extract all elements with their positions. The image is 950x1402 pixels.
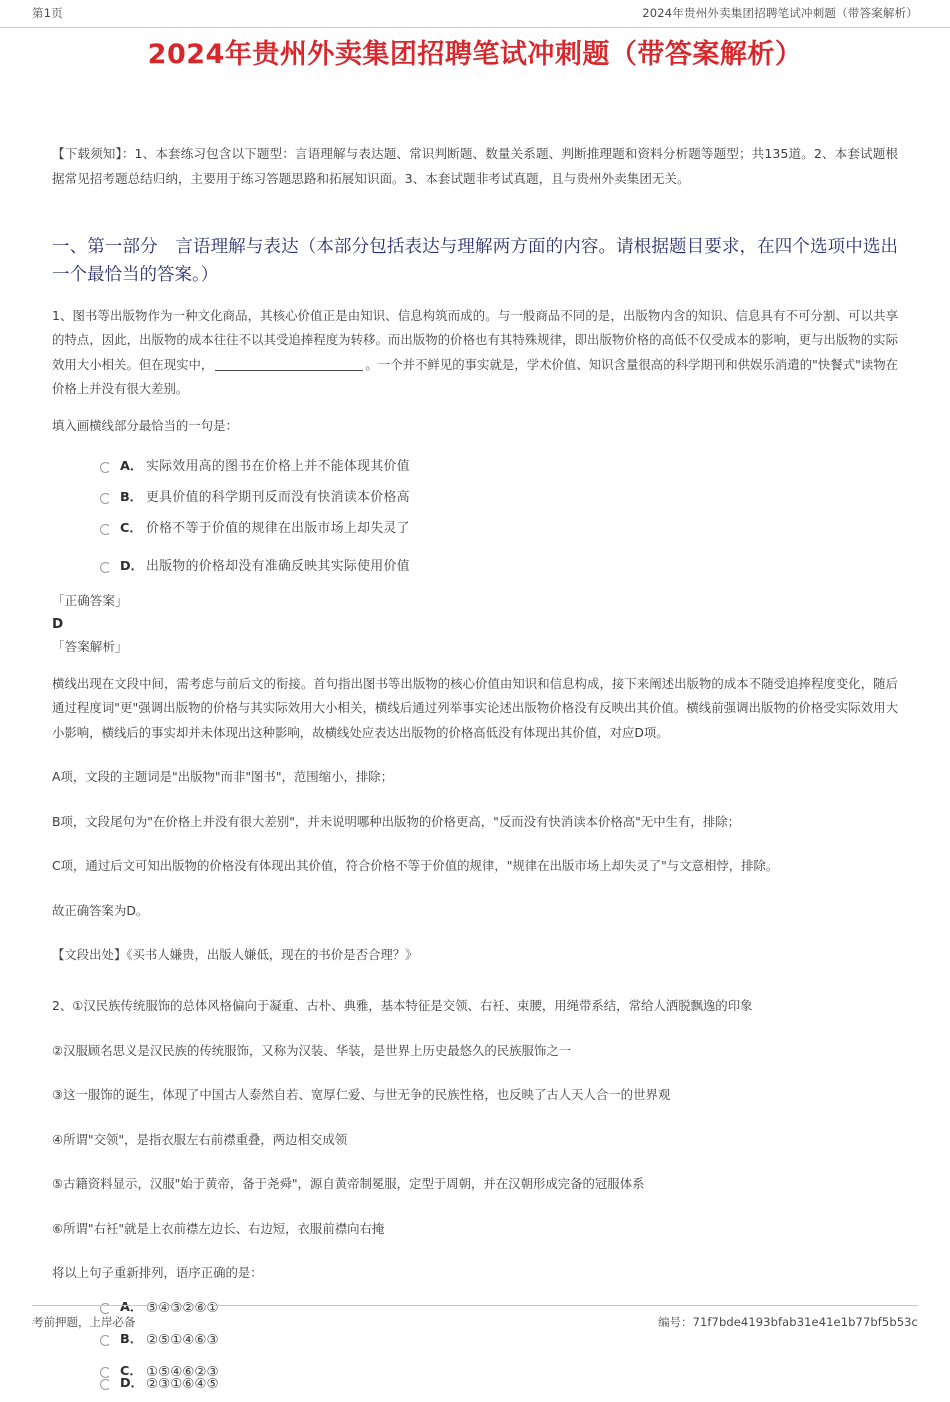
- page-header: [0, 0, 950, 28]
- radio-button-icon[interactable]: [100, 493, 111, 504]
- question-2-line-5: ⑤古籍资料显示，汉服"始于黄帝，备于尧舜"，源自黄帝制冕服，定型于周朝，并在汉朝形成完备的冠服体系: [52, 1176, 645, 1192]
- option-letter: C．: [120, 521, 143, 537]
- option-letter: B．: [120, 489, 143, 505]
- option-letter: B．: [120, 1332, 143, 1348]
- answer-analysis-label: 「答案解析」: [52, 638, 128, 654]
- passage-source: 【文段出处】《买书人嫌贵，出版人嫌低，现在的书价是否合理？》: [52, 947, 418, 963]
- option-text: ②⑤①④⑥③: [146, 1332, 219, 1349]
- option-letter: A．: [120, 1299, 143, 1315]
- option-row-a[interactable]: [52, 459, 898, 474]
- option-row-d[interactable]: [52, 1376, 898, 1392]
- option-text: 出版物的价格却没有准确反映其实际使用价值: [146, 558, 410, 574]
- section-heading-part-one: 一、第一部分 言语理解与表达（本部分包括表达与理解两方面的内容。请根据题目要求，在四个选项中选出一个最恰当的答案。）: [52, 237, 898, 286]
- question-2-line-2: ②汉服顾名思义是汉民族的传统服饰，又称为汉装、华装，是世界上历史最悠久的民族服饰之一: [52, 1042, 572, 1058]
- question-1-prompt: 填入画横线部分最恰当的一句是：: [52, 418, 238, 434]
- option-text: ⑤④③②⑥①: [146, 1299, 219, 1316]
- page-footer: [32, 1305, 918, 1331]
- option-letter: C．: [120, 1364, 143, 1380]
- question-2-line-6: ⑥所谓"右衽"就是上衣前襟左边长、右边短，衣服前襟向右掩: [52, 1220, 385, 1236]
- analysis-option-b: B项，文段尾句为"在价格上并没有很大差别"，并未说明哪种出版物的价格更高，"反而没有快消读本价格高"无中生有，排除；: [52, 813, 740, 829]
- option-text: ①⑤④⑥②③: [146, 1364, 219, 1381]
- option-letter: D．: [120, 558, 144, 574]
- footer-document-id: [658, 1314, 918, 1330]
- analysis-option-c: C项，通过后文可知出版物的价格没有体现出其价值，符合价格不等于价值的规律，"规律在出版市场上却失灵了"与文意相悖，排除。: [52, 858, 779, 874]
- question-2-line-3: ③这一服饰的诞生，体现了中国古人泰然自若、宽厚仁爱、与世无争的民族性格，也反映了古人天人合一的世界观: [52, 1087, 671, 1103]
- document-body: [52, 142, 898, 1402]
- analysis-conclusion: 故正确答案为D。: [52, 902, 149, 918]
- option-letter: A．: [120, 458, 143, 474]
- question-1-options: [52, 459, 898, 574]
- option-letter: D．: [120, 1376, 144, 1392]
- option-text: 更具价值的科学期刊反而没有快消读本价格高: [146, 489, 410, 505]
- option-row-b[interactable]: [52, 490, 898, 505]
- question-2-prompt: 将以上句子重新排列，语序正确的是：: [52, 1265, 263, 1281]
- footer-slogan: 考前押题，上岸必备: [32, 1314, 136, 1329]
- option-text: 价格不等于价值的规律在出版市场上却失灵了: [146, 521, 410, 537]
- question-2-line-1: 2、①汉民族传统服饰的总体风格偏向于凝重、古朴、典雅，基本特征是交领、右衽、束腰，用绳带系结，常给人洒脱飘逸的印象: [52, 998, 753, 1014]
- question-1-stem: [52, 304, 898, 402]
- option-text: 实际效用高的图书在价格上并不能体现其价值: [146, 458, 410, 474]
- fill-in-blank-underline: [215, 370, 363, 371]
- radio-button-icon[interactable]: [100, 1379, 111, 1390]
- page-number-label: 第1页: [32, 6, 63, 20]
- header-running-title: 2024年贵州外卖集团招聘笔试冲刺题（带答案解析）: [642, 6, 918, 20]
- option-text: ②③①⑥④⑤: [146, 1376, 219, 1393]
- question-1-stem-part-2: 。一个并不鲜见的事实就是，学术价值、知识含量很高的科学期刊和供娱乐消遣的"快餐式"读物在价格上并没有很大差别。: [52, 356, 899, 397]
- radio-button-icon[interactable]: [100, 524, 111, 535]
- option-row-c[interactable]: [52, 521, 898, 536]
- option-row-d[interactable]: [52, 559, 898, 574]
- download-notice: 【下载须知】：1、本套练习包含以下题型：言语理解与表达题、常识判断题、数量关系题、判断推理题和资料分析题等题型；共135道。2、本套试题根据常见招考题总结归纳，主要用于练习答题思路和拓展知识面。3、本套试题非考试真题，且与贵州外卖集团无关。: [52, 146, 898, 186]
- question-2-line-4: ④所谓"交领"，是指衣服左右前襟重叠，两边相交成领: [52, 1131, 348, 1147]
- radio-button-icon[interactable]: [100, 462, 111, 473]
- correct-answer-label: 「正确答案」: [52, 592, 128, 608]
- overlapping-options-c-d: [52, 1364, 898, 1394]
- footer-id-label: 编号：: [658, 1314, 693, 1329]
- answer-analysis-text: 横线出现在文段中间，需考虑与前后文的衔接。首句指出图书等出版物的核心价值由知识和信息构成，接下来阐述出版物的成本不随受追捧程度变化，随后通过程度词"更"强调出版物的价格与其实际效用大小相关，横线后通过列举事实论述出版物价格没有反映出其价值。横线前强调出版物的价格受实际效用大小影响，横线后的事实却并未体现出这种影响，故横线处应表达出版物的价格高低没有体现出其价值，对应D项。: [52, 675, 898, 740]
- radio-button-icon[interactable]: [100, 562, 111, 573]
- footer-id-value: 71f7bde4193bfab31e41e1b77bf5b53c: [692, 1314, 918, 1329]
- correct-answer-value: D: [52, 615, 64, 632]
- page-title: 2024年贵州外卖集团招聘笔试冲刺题（带答案解析）: [147, 39, 803, 70]
- analysis-option-a: A项，文段的主题词是"出版物"而非"图书"，范围缩小，排除；: [52, 769, 394, 785]
- question-1-stem-part-1: 1、图书等出版物作为一种文化商品，其核心价值正是由知识、信息构筑而成的。与一般商品不同的是，出版物内含的知识、信息具有不可分割、可以共享的特点，因此，出版物的成本往往不以其受追捧程度为转移。而出版物的价格也有其特殊规律，即出版物价格的高低不仅受成本的影响，更与出版物的实际效用大小相关。但在现实中，: [52, 307, 898, 372]
- option-row-b[interactable]: [52, 1332, 898, 1348]
